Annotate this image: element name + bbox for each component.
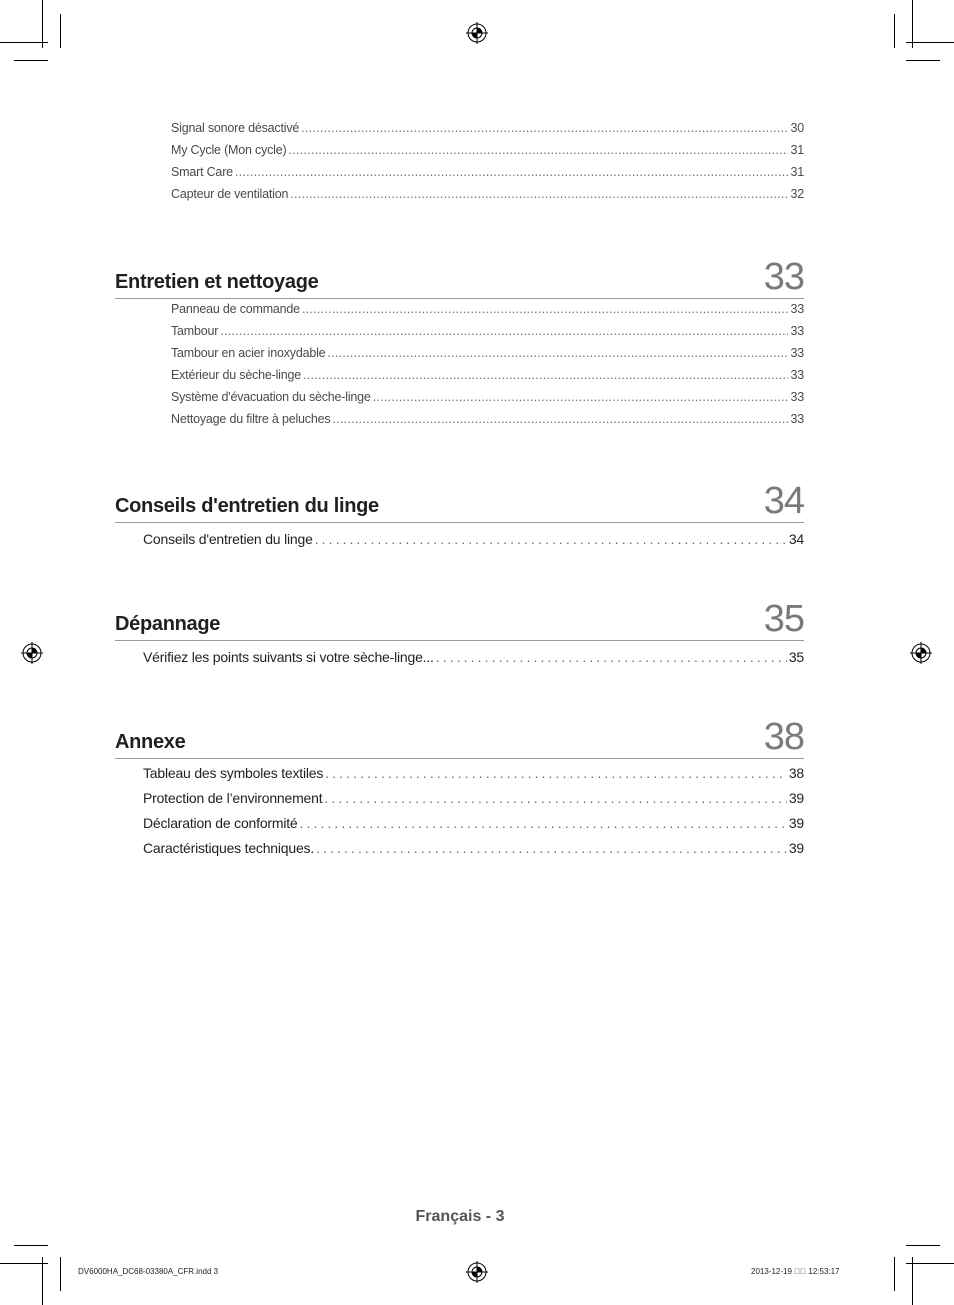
toc-entry-title: Panneau de commande [171,302,300,316]
toc-entry-page: 33 [790,324,804,338]
toc-sublist [171,302,804,434]
toc-entry-title: Déclaration de conformité [143,815,298,831]
toc-main-list [143,765,804,865]
toc-entry-page: 30 [790,121,804,135]
crop-mark [906,60,940,61]
leader-dots [327,346,788,360]
leader-dots [332,412,788,426]
toc-entry-page: 33 [790,390,804,404]
registration-mark-icon [910,642,932,664]
section-page-number: 38 [763,716,804,758]
toc-entry-title: Caractéristiques techniques. [143,840,315,856]
toc-entry[interactable] [171,324,804,346]
toc-entry-page: 39 [788,815,804,831]
section-page-number: 35 [763,598,804,640]
toc-main-list [143,649,804,674]
toc-section [115,482,804,556]
toc-entry-page: 33 [790,368,804,382]
toc-entry-title: Système d'évacuation du sèche-linge [171,390,371,404]
toc-entry-title: Protection de l’environnement [143,790,323,806]
toc-entry[interactable] [143,531,804,556]
toc-entry[interactable] [171,143,804,165]
toc-entry-title: Tambour [171,324,219,338]
toc-entry[interactable] [171,165,804,187]
leader-dots [290,187,788,201]
crop-mark [60,1257,61,1291]
print-slug-file: DV6000HA_DC68-03380A_CFR.indd 3 [78,1267,219,1276]
toc-entry-page: 39 [788,840,804,856]
section-header [115,600,804,641]
crop-mark [912,1257,913,1305]
toc-entry[interactable] [171,346,804,368]
toc-entry-page: 38 [788,765,804,781]
toc-entry[interactable] [143,649,804,674]
toc-entry[interactable] [171,302,804,324]
crop-mark [0,42,48,43]
section-title[interactable]: Annexe [115,731,186,753]
toc-entry[interactable] [143,790,804,815]
toc-entry[interactable] [143,815,804,840]
toc-entry-title: My Cycle (Mon cycle) [171,143,287,157]
section-header [115,258,804,299]
section-page-number: 34 [763,480,804,522]
crop-mark [14,60,48,61]
section-title[interactable]: Entretien et nettoyage [115,271,319,293]
toc-entry-page: 39 [788,790,804,806]
crop-mark [42,0,43,48]
toc-entry-page: 33 [790,302,804,316]
print-slug-date: 2013-12-19 ￿￿ 12:53:17 [751,1267,840,1276]
registration-mark-icon [466,1261,488,1283]
leader-dots [324,790,786,806]
leader-dots [300,815,787,831]
section-header [115,482,804,523]
toc-entry-page: 31 [790,165,804,179]
toc-entry-title: Vérifiez les points suivants si votre sèche-linge... [143,649,434,665]
toc-entry-page: 32 [790,187,804,201]
toc-section [115,600,804,674]
toc-main-list [143,531,804,556]
toc-entry-title: Extérieur du sèche-linge [171,368,301,382]
crop-mark [912,0,913,48]
leader-dots [315,531,787,547]
section-title[interactable]: Dépannage [115,613,221,635]
toc-entry-title: Signal sonore désactivé [171,121,300,135]
toc-entry[interactable] [171,187,804,209]
leader-dots [316,840,787,856]
crop-mark [42,1257,43,1305]
toc-entry[interactable] [171,412,804,434]
toc-entry-page: 31 [790,143,804,157]
toc-entry[interactable] [171,390,804,412]
leader-dots [325,765,787,781]
crop-mark [14,1245,48,1246]
registration-mark-icon [21,642,43,664]
toc-entry-page: 34 [788,531,804,547]
leader-dots [220,324,788,338]
leader-dots [373,390,789,404]
section-title[interactable]: Conseils d'entretien du linge [115,495,379,517]
section-page-number: 33 [763,256,804,298]
toc-entry[interactable] [143,840,804,865]
page-footer-label: Français - 3 [415,1208,505,1225]
crop-mark [894,14,895,48]
section-header [115,718,804,759]
toc-entry-title: Nettoyage du filtre à peluches [171,412,331,426]
leader-dots [288,143,788,157]
toc-entry-title: Capteur de ventilation [171,187,289,201]
leader-dots [301,121,788,135]
crop-mark [906,1263,954,1264]
toc-entry-title: Tableau des symboles textiles [143,765,324,781]
crop-mark [60,14,61,48]
toc-entry-title: Smart Care [171,165,233,179]
toc-entry-page: 33 [790,412,804,426]
leader-dots [235,165,789,179]
toc-section [115,718,804,865]
toc-entry[interactable] [171,121,804,143]
crop-mark [0,1263,48,1264]
crop-mark [906,1245,940,1246]
toc-continued-list [171,121,804,209]
toc-entry-page: 33 [790,346,804,360]
toc-entry-title: Tambour en acier inoxydable [171,346,326,360]
leader-dots [302,302,789,316]
toc-entry-page: 35 [788,649,804,665]
leader-dots [436,649,787,665]
leader-dots [303,368,788,382]
registration-mark-icon [466,22,488,44]
toc-entry[interactable] [143,765,804,790]
toc-section [115,258,804,299]
toc-entry-title: Conseils d'entretien du linge [143,531,313,547]
crop-mark [894,1257,895,1291]
crop-mark [906,42,954,43]
toc-entry[interactable] [171,368,804,390]
